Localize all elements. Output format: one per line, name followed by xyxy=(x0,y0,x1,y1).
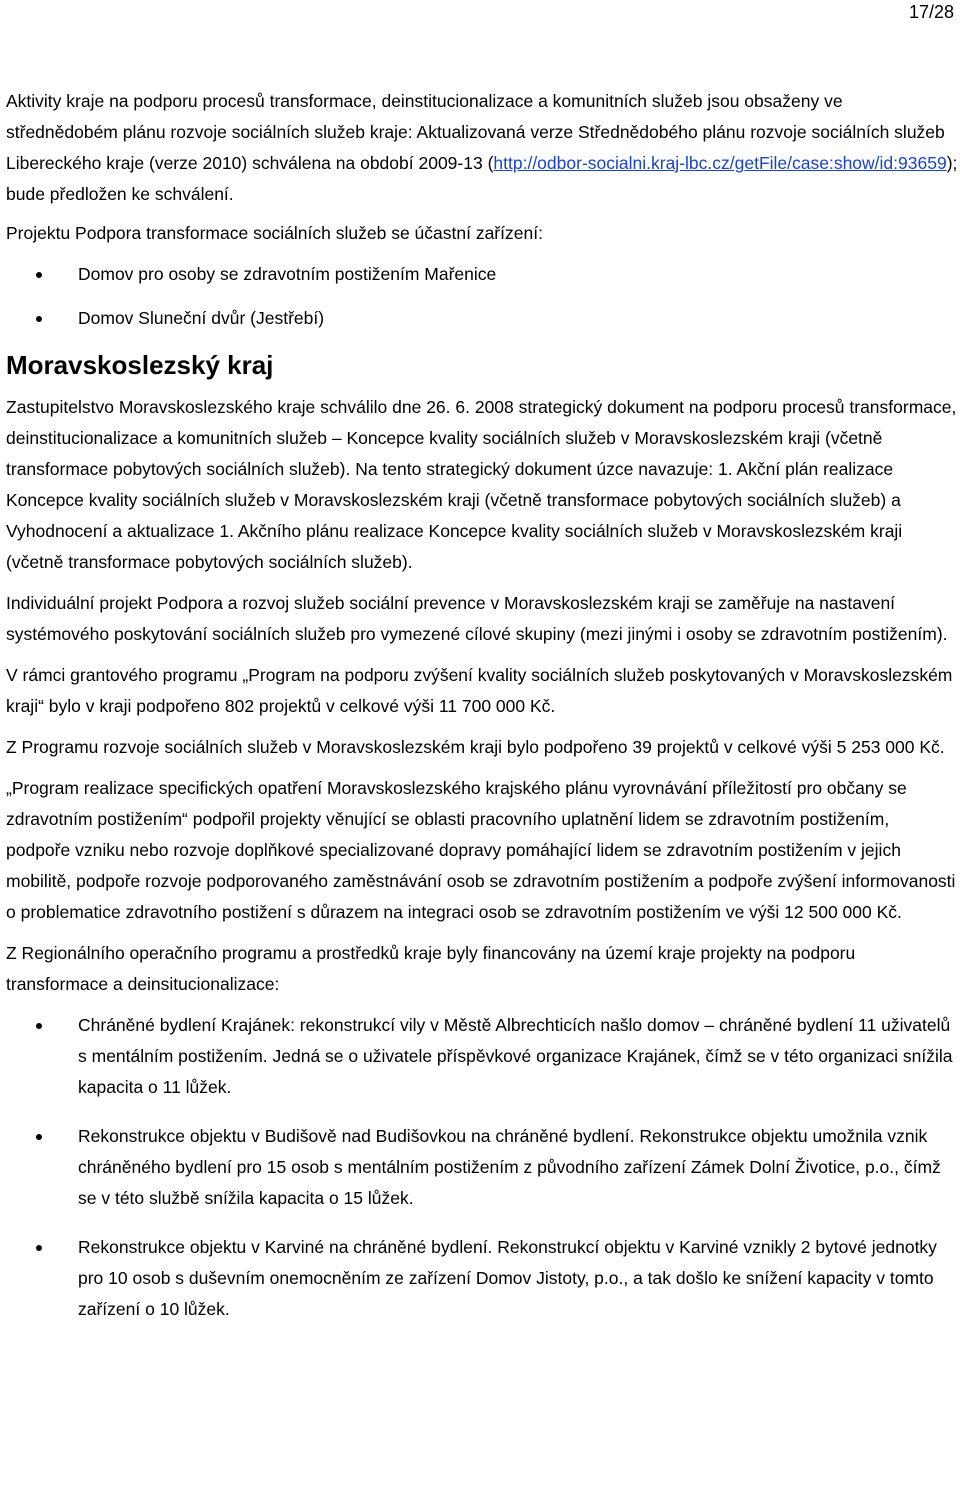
list-item: Domov pro osoby se zdravotním postižením Mařenice xyxy=(6,259,958,290)
section-heading: Moravskoslezský kraj xyxy=(6,350,274,380)
paragraph-grant-program: V rámci grantového programu „Program na podporu zvýšení kvality sociálních služeb poskytovaných v Moravskoslezském kraji“ bylo v kraji podpořeno 802 projektů v celkové výši 11 700 000 Kč. xyxy=(6,665,953,716)
intro-text-end: ); bude předložen ke schválení. xyxy=(6,153,958,204)
list-item: Chráněné bydlení Krajánek: rekonstrukcí vily v Městě Albrechticích našlo domov – chráněné bydlení 11 uživatelů s mentálním postižením. Jedná se o uživatele příspěvkové organizace Krajánek, čímž se v této organizaci snížila kapacita o 11 lůžek. xyxy=(6,1010,958,1103)
paragraph-specific-measures: „Program realizace specifických opatření Moravskoslezského krajského plánu vyrovnávání příležitostí pro občany se zdravotním postižením“ podpořil projekty věnující se oblasti pracovního uplatnění lidem se zdravotním postižením, podpoře vzniku nebo rozvoje doplňkové specializované dopravy pomáhající lidem se zdravotním postižením v jejich mobilitě, podpoře rozvoje podporovaného zaměstnávání osob se zdravotním postižením a podpoře zvýšení informovanosti o problematice zdravotního postižení s důrazem na integraci osob se zdravotním postižením ve výši 12 500 000 Kč. xyxy=(6,778,956,922)
paragraph-strategy: Zastupitelstvo Moravskoslezského kraje schválilo dne 26. 6. 2008 strategický dokument na podporu procesů transformace, deinstitucionalizace a komunitních služeb – Koncepce kvality sociálních služeb v Moravskoslezském kraji (včetně transformace pobytových sociálních služeb). Na tento strategický dokument úzce navazuje: 1. Akční plán realizace Koncepce kvality sociálních služeb v Moravskoslezském kraji (včetně transformace pobytových sociálních služeb) a Vyhodnocení a aktualizace 1. Akčního plánu realizace Koncepce kvality sociálních služeb v Moravskoslezském kraji (včetně transformace pobytových sociálních služeb). xyxy=(6,397,957,572)
intro-paragraph xyxy=(6,86,958,210)
facility-list xyxy=(6,259,958,334)
page-content xyxy=(6,86,958,1343)
list-item: Rekonstrukce objektu v Budišově nad Budišovkou na chráněné bydlení. Rekonstrukce objektu umožnila vznik chráněného bydlení pro 15 osob s mentálním postižením z původního zařízení Zámek Dolní Životice, p.o., čímž se v této službě snížila kapacita o 15 lůžek. xyxy=(6,1121,958,1214)
project-list xyxy=(6,1010,958,1325)
plan-link[interactable]: http://odbor-socialni.kraj-lbc.cz/getFile/case:show/id:93659 xyxy=(493,153,947,173)
list-item: Domov Sluneční dvůr (Jestřebí) xyxy=(6,303,958,334)
list-item: Rekonstrukce objektu v Karviné na chráněné bydlení. Rekonstrukcí objektu v Karviné vznikly 2 bytové jednotky pro 10 osob s duševním onemocněním ze zařízení Domov Jistoty, p.o., a tak došlo ke snížení kapacity v tomto zařízení o 10 lůžek. xyxy=(6,1232,958,1325)
paragraph-development-program: Z Programu rozvoje sociálních služeb v Moravskoslezském kraji bylo podpořeno 39 projektů v celkové výši 5 253 000 Kč. xyxy=(6,737,945,757)
project-intro: Projektu Podpora transformace sociálních služeb se účastní zařízení: xyxy=(6,223,543,243)
paragraph-individual-project: Individuální projekt Podpora a rozvoj služeb sociální prevence v Moravskoslezském kraji se zaměřuje na nastavení systémového poskytování sociálních služeb pro vymezené cílové skupiny (mezi jinými i osoby se zdravotním postižením). xyxy=(6,593,948,644)
page-number: 17/28 xyxy=(908,2,954,22)
paragraph-rop: Z Regionálního operačního programu a prostředků kraje byly financovány na území kraje projekty na podporu transformace a deinsitucionalizace: xyxy=(6,943,856,994)
intro-text: Aktivity kraje na podporu procesů transformace, deinstitucionalizace a komunitních služeb jsou obsaženy ve střednědobém plánu rozvoje sociálních služeb kraje: Aktualizovaná verze Střednědobého plánu rozvoje sociálních služeb Libereckého kraje (verze 2010) schválena na období 2009-13 ( xyxy=(6,91,945,173)
